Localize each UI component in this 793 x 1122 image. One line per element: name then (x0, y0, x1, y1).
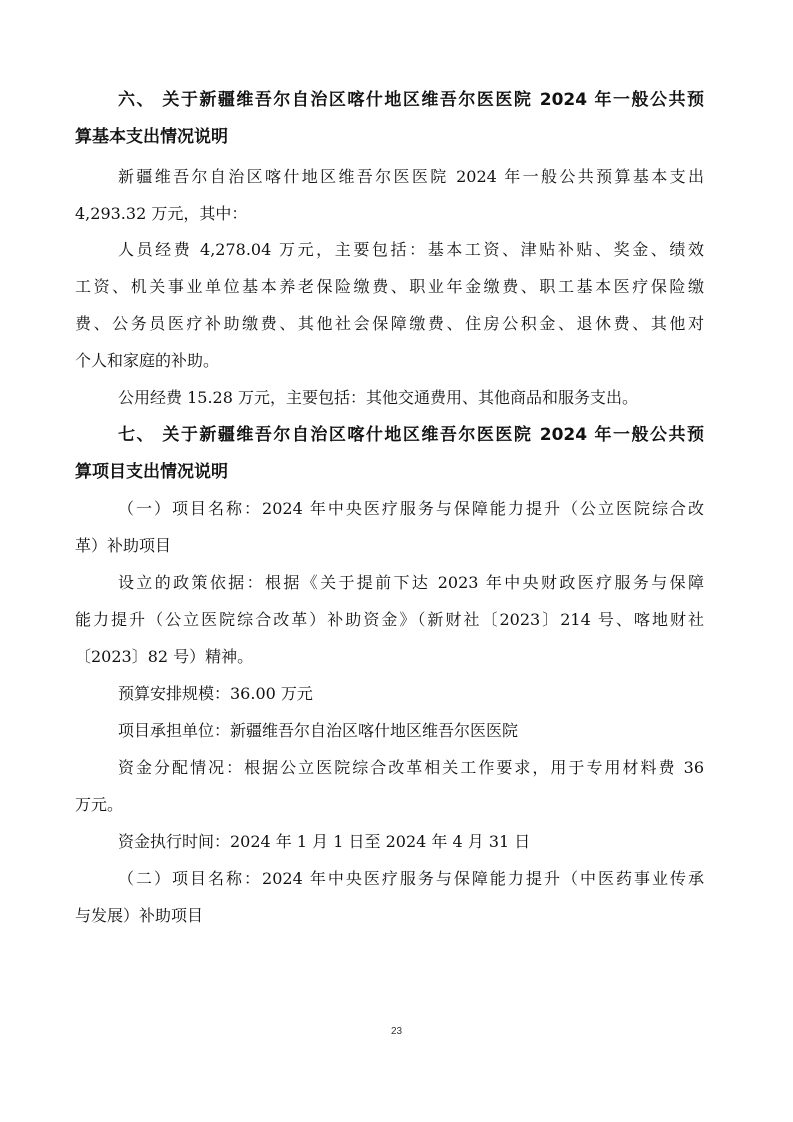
paragraph-line: 项目承担单位：新疆维吾尔自治区喀什地区维吾尔医医院 (118, 721, 519, 740)
section-6-heading-line-2: 算基本支出情况说明 (75, 127, 228, 147)
paragraph-line: 新疆维吾尔自治区喀什地区维吾尔医医院 2024 年一般公共预算基本支出 (118, 167, 704, 186)
paragraph-line: 能力提升（公立医院综合改革）补助资金》（新财社〔2023〕214 号、喀地财社 (75, 610, 704, 629)
paragraph-line: 资金分配情况：根据公立医院综合改革相关工作要求，用于专用材料费 36 (118, 758, 704, 777)
section-7-heading-line-1: 七、 关于新疆维吾尔自治区喀什地区维吾尔医医院 2024 年一般公共预 (118, 425, 704, 445)
paragraph-line: 4,293.32 万元，其中： (75, 204, 248, 223)
section-7-heading-line-2: 算项目支出情况说明 (75, 462, 228, 482)
page-number: 23 (390, 1026, 403, 1037)
paragraph-line: 资金执行时间：2024 年 1 月 1 日至 2024 年 4 月 31 日 (118, 832, 531, 851)
paragraph-line: （二）项目名称：2024 年中央医疗服务与保障能力提升（中医药事业传承 (118, 869, 704, 888)
paragraph-line: 人员经费 4,278.04 万元，主要包括：基本工资、津贴补贴、奖金、绩效 (118, 240, 704, 259)
paragraph-line: 与发展）补助项目 (75, 906, 204, 925)
paragraph-line: 设立的政策依据：根据《关于提前下达 2023 年中央财政医疗服务与保障 (118, 573, 704, 592)
paragraph-line: 个人和家庭的补助。 (75, 351, 220, 370)
paragraph-line: 革）补助项目 (75, 536, 172, 555)
paragraph-line: （一）项目名称：2024 年中央医疗服务与保障能力提升（公立医院综合改 (118, 499, 704, 518)
paragraph-line: 万元。 (75, 795, 124, 814)
paragraph-line: 公用经费 15.28 万元，主要包括：其他交通费用、其他商品和服务支出。 (118, 388, 638, 407)
paragraph-line: 工资、机关事业单位基本养老保险缴费、职业年金缴费、职工基本医疗保险缴 (75, 277, 704, 296)
paragraph-line: 〔2023〕82 号）精神。 (75, 647, 254, 666)
paragraph-line: 费、公务员医疗补助缴费、其他社会保障缴费、住房公积金、退休费、其他对 (75, 314, 704, 333)
paragraph-line: 预算安排规模：36.00 万元 (118, 684, 313, 703)
section-6-heading-line-1: 六、 关于新疆维吾尔自治区喀什地区维吾尔医医院 2024 年一般公共预 (118, 90, 704, 110)
